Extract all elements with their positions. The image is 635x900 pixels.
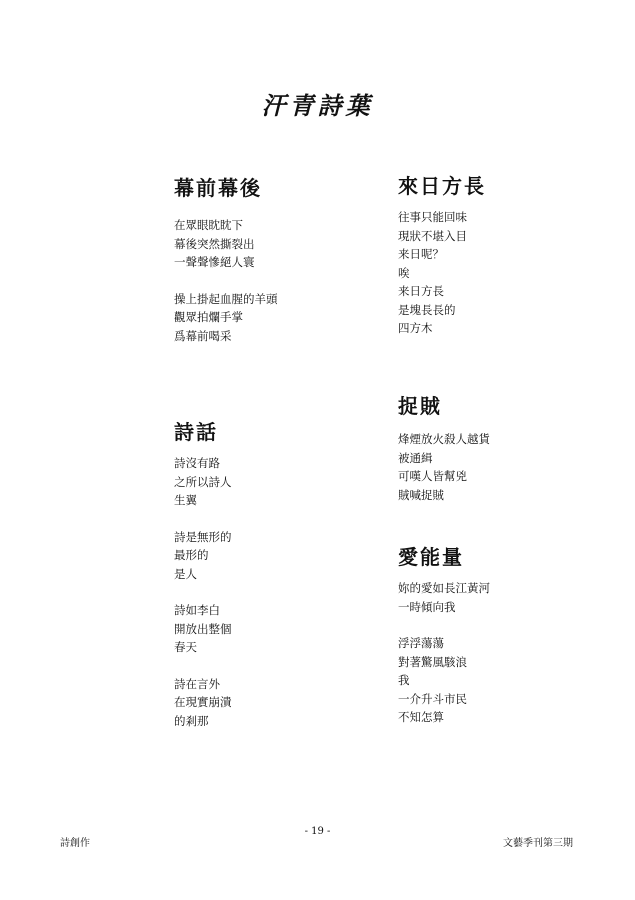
poem-title: 捉賊: [398, 394, 442, 418]
poem-line: 可嘆人皆幫兇: [398, 469, 467, 483]
stanza: [174, 290, 278, 346]
poem-title: 詩話: [174, 420, 218, 444]
poem-line: 被通緝: [398, 450, 433, 465]
poem-line: 詩是無形的: [174, 529, 232, 544]
poem-line: 在現實崩潰: [174, 695, 232, 709]
poem-body: [398, 430, 490, 504]
poem-line: 對著驚風駭浪: [398, 654, 467, 669]
footer-publication-label: 文藝季刊第三期: [503, 838, 573, 849]
footer-section-label: 詩創作: [60, 838, 90, 849]
poem-line: 一介升斗市民: [398, 691, 467, 706]
poem-line: 是人: [174, 566, 197, 581]
poem-line: 賊喊捉賊: [398, 487, 444, 502]
stanza: [398, 579, 490, 616]
poem-line: 唉: [398, 265, 410, 280]
poem-line: 詩如李白: [174, 603, 220, 617]
poem-line: 来日方長: [398, 284, 444, 298]
stanza: [174, 675, 232, 731]
poem-line: 幕後突然撕裂出: [174, 236, 255, 251]
poem-line: 生翼: [174, 493, 197, 507]
poem-line: 妳的愛如長江黃河: [398, 581, 490, 595]
page-number: - 19 -: [304, 826, 331, 837]
poem-line: 最形的: [174, 548, 209, 562]
poem-line: 之所以詩人: [174, 474, 232, 489]
poem-line: 在眾眼眈眈下: [174, 218, 243, 232]
poem-line: 詩在言外: [174, 676, 220, 691]
poem-line: 開放出整個: [174, 621, 232, 636]
stanza: [398, 430, 490, 504]
poem-title: 來日方長: [398, 174, 486, 198]
poem-lai-ri-fang-chang: [398, 174, 486, 338]
poem-line: 四方木: [398, 321, 433, 335]
poem-mu-qian-mu-hou: [174, 176, 278, 345]
poem-line: 烽煙放火殺人越貨: [398, 432, 490, 446]
poem-line: 是塊長長的: [398, 302, 456, 317]
poem-body: [174, 216, 278, 345]
poem-body: [398, 208, 486, 338]
stanza: [174, 528, 232, 584]
poem-shi-hua: [174, 420, 232, 730]
poem-ai-neng-liang: [398, 545, 490, 727]
poem-line: 一時傾向我: [398, 599, 456, 614]
poem-line: 来日呢？: [398, 247, 444, 261]
poem-line: 現狀不堪入目: [398, 228, 467, 243]
stanza: [174, 216, 278, 272]
poem-line: 一聲聲慘絕人寰: [174, 255, 255, 269]
poem-line: 春天: [174, 640, 197, 654]
stanza: [398, 208, 486, 338]
poem-zhuo-zei: [398, 394, 490, 504]
page-title: 汗青詩葉: [261, 92, 374, 120]
stanza: [398, 634, 490, 727]
poem-line: 浮浮蕩蕩: [398, 636, 444, 650]
stanza: [174, 454, 232, 510]
poem-line: 操上掛起血腥的羊頭: [174, 291, 278, 306]
poem-line: 爲幕前喝采: [174, 328, 232, 343]
poem-line: 不知怎算: [398, 710, 444, 724]
poem-body: [398, 579, 490, 727]
poem-title: 愛能量: [398, 545, 464, 569]
poem-title: 幕前幕後: [174, 176, 262, 200]
poem-line: 詩沒有路: [174, 456, 220, 470]
poem-body: [174, 454, 232, 730]
poem-line: 往事只能回味: [398, 210, 467, 224]
stanza: [174, 601, 232, 657]
poem-line: 觀眾拍爛手掌: [174, 310, 243, 324]
poem-line: 我: [398, 673, 410, 687]
poem-line: 的剎那: [174, 713, 209, 728]
